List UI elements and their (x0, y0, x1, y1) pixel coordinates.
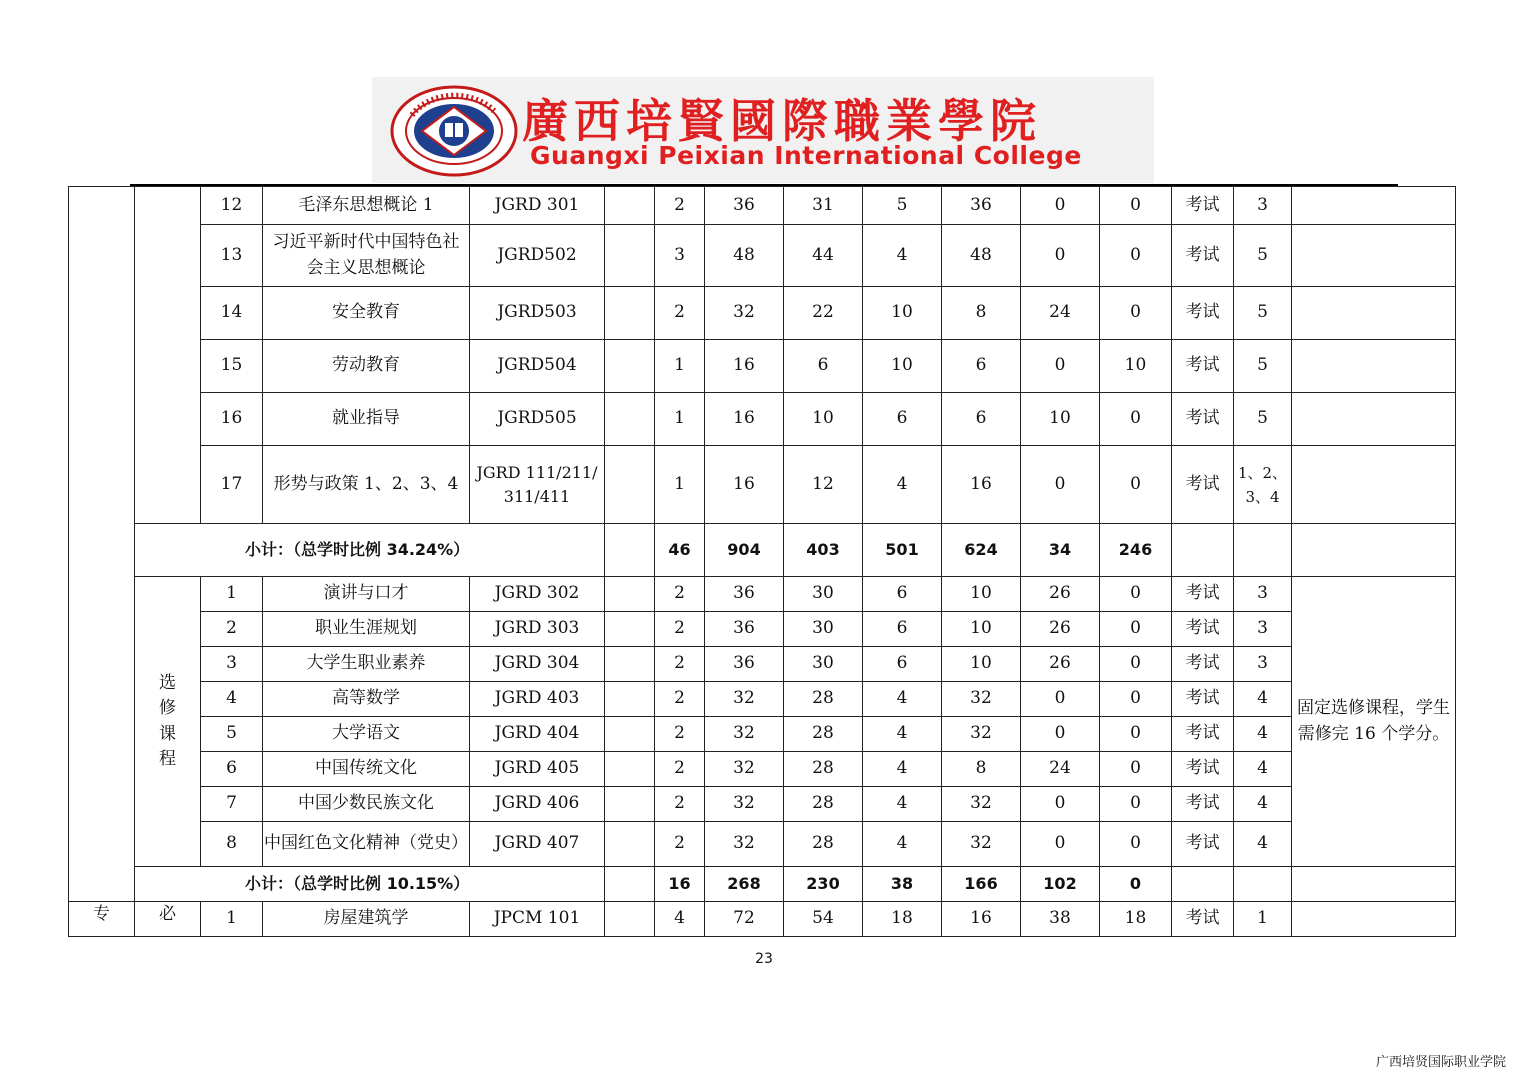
term: 4 (1234, 822, 1292, 867)
hours-col-2: 24 (1021, 752, 1100, 787)
hours-col-1: 6 (942, 393, 1021, 446)
exam-type: 考试 (1172, 612, 1234, 647)
course-code: JGRD 303 (470, 612, 605, 647)
course-code: JGRD 407 (470, 822, 605, 867)
remark (1292, 287, 1456, 340)
term: 3 (1234, 647, 1292, 682)
remark (1292, 340, 1456, 393)
subtotal-label: 小计：（总学时比例 10.15%） (135, 867, 605, 902)
term: 4 (1234, 787, 1292, 822)
empty-cell (605, 340, 655, 393)
course-code: JGRD 111/211/311/411 (470, 446, 605, 524)
practice-hours: 6 (863, 393, 942, 446)
course-no: 5 (201, 717, 263, 752)
hours-col-2: 0 (1021, 340, 1100, 393)
remark (1292, 446, 1456, 524)
hours-col-3: 0 (1100, 287, 1172, 340)
subtotal-row (69, 867, 1456, 902)
credits: 3 (655, 225, 705, 287)
term: 3 (1234, 612, 1292, 647)
empty-cell (605, 612, 655, 647)
hours-col-2: 10 (1021, 393, 1100, 446)
exam-type: 考试 (1172, 647, 1234, 682)
table-row (69, 902, 1456, 937)
hours-col-2: 24 (1021, 287, 1100, 340)
theory-hours: 28 (784, 682, 863, 717)
total-hours: 32 (705, 717, 784, 752)
hours-col-3: 0 (1100, 822, 1172, 867)
practice-hours: 10 (863, 287, 942, 340)
course-no: 17 (201, 446, 263, 524)
empty-cell (605, 787, 655, 822)
course-code: JGRD505 (470, 393, 605, 446)
course-no: 6 (201, 752, 263, 787)
total-hours: 36 (705, 187, 784, 225)
course-no: 12 (201, 187, 263, 225)
practice-hours: 4 (863, 682, 942, 717)
hours-col-1: 16 (942, 902, 1021, 937)
credits: 2 (655, 717, 705, 752)
theory-hours: 6 (784, 340, 863, 393)
empty-cell (605, 287, 655, 340)
college-name-english: Guangxi Peixian International College (530, 141, 1082, 170)
hours-col-1: 36 (942, 187, 1021, 225)
exam-type: 考试 (1172, 902, 1234, 937)
subcategory-cell: 必 (135, 902, 201, 937)
course-name: 就业指导 (263, 393, 470, 446)
term: 4 (1234, 717, 1292, 752)
hours-col-2: 26 (1021, 577, 1100, 612)
term: 3 (1234, 187, 1292, 225)
hours-col-1: 8 (942, 287, 1021, 340)
course-code: JGRD503 (470, 287, 605, 340)
credits: 2 (655, 612, 705, 647)
course-name: 演讲与口才 (263, 577, 470, 612)
elective-char: 选 (159, 672, 176, 693)
elective-char: 修 (159, 698, 176, 718)
course-name: 中国少数民族文化 (263, 787, 470, 822)
subtotal-h1: 624 (942, 524, 1021, 577)
table-row (69, 340, 1456, 393)
credits: 2 (655, 577, 705, 612)
empty-cell (605, 902, 655, 937)
subtotal-practice: 38 (863, 867, 942, 902)
total-hours: 72 (705, 902, 784, 937)
empty-cell (605, 225, 655, 287)
total-hours: 32 (705, 682, 784, 717)
empty-cell (605, 867, 655, 902)
empty-cell (605, 647, 655, 682)
empty-cell (605, 446, 655, 524)
credits: 2 (655, 682, 705, 717)
course-name: 劳动教育 (263, 340, 470, 393)
course-no: 3 (201, 647, 263, 682)
practice-hours: 6 (863, 577, 942, 612)
practice-hours: 5 (863, 187, 942, 225)
hours-col-3: 10 (1100, 340, 1172, 393)
hours-col-2: 0 (1021, 187, 1100, 225)
term: 5 (1234, 340, 1292, 393)
exam-type: 考试 (1172, 225, 1234, 287)
subtotal-hours: 904 (705, 524, 784, 577)
hours-col-3: 0 (1100, 717, 1172, 752)
hours-col-2: 26 (1021, 612, 1100, 647)
theory-hours: 30 (784, 612, 863, 647)
table-row (69, 187, 1456, 225)
credits: 2 (655, 287, 705, 340)
credits: 2 (655, 822, 705, 867)
hours-col-1: 16 (942, 446, 1021, 524)
hours-col-2: 38 (1021, 902, 1100, 937)
subtotal-h2: 34 (1021, 524, 1100, 577)
empty-cell (1172, 867, 1234, 902)
empty-cell (605, 393, 655, 446)
theory-hours: 22 (784, 287, 863, 340)
empty-cell (1292, 867, 1456, 902)
course-code: JGRD 301 (470, 187, 605, 225)
subtotal-theory: 230 (784, 867, 863, 902)
total-hours: 16 (705, 393, 784, 446)
course-code: JGRD 404 (470, 717, 605, 752)
empty-cell (605, 752, 655, 787)
table-row (69, 577, 1456, 612)
hours-col-3: 0 (1100, 577, 1172, 612)
practice-hours: 4 (863, 822, 942, 867)
hours-col-3: 0 (1100, 752, 1172, 787)
subcategory-cell (135, 187, 201, 524)
course-no: 1 (201, 577, 263, 612)
empty-cell (1292, 524, 1456, 577)
subtotal-label: 小计：（总学时比例 34.24%） (135, 524, 605, 577)
table-row (69, 225, 1456, 287)
curriculum-table (68, 186, 1456, 937)
practice-hours: 4 (863, 752, 942, 787)
theory-hours: 31 (784, 187, 863, 225)
theory-hours: 28 (784, 717, 863, 752)
table-row (69, 682, 1456, 717)
exam-type: 考试 (1172, 787, 1234, 822)
practice-hours: 10 (863, 340, 942, 393)
empty-cell (605, 822, 655, 867)
theory-hours: 30 (784, 577, 863, 612)
empty-cell (605, 717, 655, 752)
remark (1292, 393, 1456, 446)
term: 4 (1234, 752, 1292, 787)
hours-col-1: 10 (942, 577, 1021, 612)
footer-college-name: 广西培贤国际职业学院 (1375, 1055, 1506, 1070)
course-name: 职业生涯规划 (263, 612, 470, 647)
course-name: 高等数学 (263, 682, 470, 717)
course-name: 房屋建筑学 (263, 902, 470, 937)
category-cell: 专 (69, 902, 135, 937)
elective-note: 固定选修课程，学生需修完 16 个学分。 (1292, 577, 1456, 867)
hours-col-2: 0 (1021, 446, 1100, 524)
empty-cell (1234, 867, 1292, 902)
course-no: 13 (201, 225, 263, 287)
course-no: 15 (201, 340, 263, 393)
subtotal-credits: 46 (655, 524, 705, 577)
hours-col-1: 10 (942, 612, 1021, 647)
exam-type: 考试 (1172, 577, 1234, 612)
total-hours: 16 (705, 446, 784, 524)
hours-col-2: 0 (1021, 717, 1100, 752)
course-name: 毛泽东思想概论 1 (263, 187, 470, 225)
empty-cell (605, 682, 655, 717)
term: 3 (1234, 577, 1292, 612)
table-row (69, 752, 1456, 787)
credits: 1 (655, 393, 705, 446)
exam-type: 考试 (1172, 393, 1234, 446)
practice-hours: 4 (863, 787, 942, 822)
credits: 1 (655, 340, 705, 393)
total-hours: 48 (705, 225, 784, 287)
course-code: JGRD 403 (470, 682, 605, 717)
hours-col-3: 0 (1100, 393, 1172, 446)
subtotal-h3: 0 (1100, 867, 1172, 902)
exam-type: 考试 (1172, 287, 1234, 340)
practice-hours: 4 (863, 446, 942, 524)
hours-col-2: 0 (1021, 225, 1100, 287)
table-row (69, 287, 1456, 340)
theory-hours: 10 (784, 393, 863, 446)
subtotal-h1: 166 (942, 867, 1021, 902)
hours-col-1: 48 (942, 225, 1021, 287)
credits: 4 (655, 902, 705, 937)
table-row (69, 393, 1456, 446)
hours-col-3: 0 (1100, 612, 1172, 647)
subtotal-credits: 16 (655, 867, 705, 902)
elective-group-label (135, 577, 201, 867)
practice-hours: 4 (863, 225, 942, 287)
exam-type: 考试 (1172, 822, 1234, 867)
exam-type: 考试 (1172, 340, 1234, 393)
subtotal-hours: 268 (705, 867, 784, 902)
course-name: 安全教育 (263, 287, 470, 340)
college-name-chinese: 廣西培賢國際職業學院 (522, 94, 1042, 148)
term: 5 (1234, 393, 1292, 446)
subtotal-theory: 403 (784, 524, 863, 577)
exam-type: 考试 (1172, 682, 1234, 717)
theory-hours: 28 (784, 822, 863, 867)
course-code: JGRD504 (470, 340, 605, 393)
table-row (69, 446, 1456, 524)
college-banner (372, 77, 1154, 183)
remark (1292, 225, 1456, 287)
hours-col-3: 0 (1100, 787, 1172, 822)
credits: 2 (655, 787, 705, 822)
hours-col-1: 32 (942, 717, 1021, 752)
theory-hours: 12 (784, 446, 863, 524)
term: 4 (1234, 682, 1292, 717)
total-hours: 16 (705, 340, 784, 393)
hours-col-1: 10 (942, 647, 1021, 682)
term: 5 (1234, 287, 1292, 340)
subtotal-practice: 501 (863, 524, 942, 577)
theory-hours: 28 (784, 787, 863, 822)
course-name: 中国传统文化 (263, 752, 470, 787)
course-code: JGRD502 (470, 225, 605, 287)
course-no: 4 (201, 682, 263, 717)
term: 1、2、3、4 (1234, 446, 1292, 524)
term: 5 (1234, 225, 1292, 287)
hours-col-2: 0 (1021, 787, 1100, 822)
table-row (69, 647, 1456, 682)
table-row (69, 612, 1456, 647)
credits: 2 (655, 752, 705, 787)
total-hours: 32 (705, 787, 784, 822)
course-name: 形势与政策 1、2、3、4 (263, 446, 470, 524)
course-name: 大学生职业素养 (263, 647, 470, 682)
course-code: JGRD 406 (470, 787, 605, 822)
hours-col-1: 32 (942, 682, 1021, 717)
subtotal-h2: 102 (1021, 867, 1100, 902)
empty-cell (1172, 524, 1234, 577)
category-cell (69, 187, 135, 902)
exam-type: 考试 (1172, 446, 1234, 524)
course-no: 7 (201, 787, 263, 822)
theory-hours: 44 (784, 225, 863, 287)
hours-col-2: 0 (1021, 822, 1100, 867)
hours-col-1: 8 (942, 752, 1021, 787)
hours-col-1: 6 (942, 340, 1021, 393)
practice-hours: 6 (863, 647, 942, 682)
page-number: 23 (755, 951, 773, 967)
table-row (69, 822, 1456, 867)
remark (1292, 187, 1456, 225)
course-code: JGRD 405 (470, 752, 605, 787)
hours-col-3: 0 (1100, 647, 1172, 682)
subtotal-h3: 246 (1100, 524, 1172, 577)
credits: 1 (655, 446, 705, 524)
total-hours: 32 (705, 752, 784, 787)
course-no: 2 (201, 612, 263, 647)
total-hours: 32 (705, 822, 784, 867)
term: 1 (1234, 902, 1292, 937)
exam-type: 考试 (1172, 752, 1234, 787)
course-code: JPCM 101 (470, 902, 605, 937)
course-name: 大学语文 (263, 717, 470, 752)
total-hours: 36 (705, 577, 784, 612)
empty-cell (605, 187, 655, 225)
course-no: 1 (201, 902, 263, 937)
course-no: 14 (201, 287, 263, 340)
course-code: JGRD 302 (470, 577, 605, 612)
table-row (69, 717, 1456, 752)
total-hours: 36 (705, 647, 784, 682)
hours-col-3: 0 (1100, 446, 1172, 524)
exam-type: 考试 (1172, 187, 1234, 225)
course-name: 中国红色文化精神（党史） (263, 822, 470, 867)
credits: 2 (655, 187, 705, 225)
total-hours: 32 (705, 287, 784, 340)
practice-hours: 6 (863, 612, 942, 647)
hours-col-2: 0 (1021, 682, 1100, 717)
hours-col-1: 32 (942, 822, 1021, 867)
empty-cell (605, 524, 655, 577)
course-code: JGRD 304 (470, 647, 605, 682)
subtotal-row (69, 524, 1456, 577)
theory-hours: 28 (784, 752, 863, 787)
theory-hours: 54 (784, 902, 863, 937)
course-no: 16 (201, 393, 263, 446)
theory-hours: 30 (784, 647, 863, 682)
total-hours: 36 (705, 612, 784, 647)
exam-type: 考试 (1172, 717, 1234, 752)
college-seal-logo (390, 85, 518, 177)
course-name: 习近平新时代中国特色社会主义思想概论 (263, 225, 470, 287)
elective-char: 课 (159, 723, 176, 744)
empty-cell (1234, 524, 1292, 577)
hours-col-3: 18 (1100, 902, 1172, 937)
remark (1292, 902, 1456, 937)
course-no: 8 (201, 822, 263, 867)
practice-hours: 4 (863, 717, 942, 752)
hours-col-2: 26 (1021, 647, 1100, 682)
hours-col-3: 0 (1100, 225, 1172, 287)
hours-col-3: 0 (1100, 187, 1172, 225)
empty-cell (605, 577, 655, 612)
table-row (69, 787, 1456, 822)
elective-char: 程 (159, 749, 176, 769)
practice-hours: 18 (863, 902, 942, 937)
hours-col-1: 32 (942, 787, 1021, 822)
hours-col-3: 0 (1100, 682, 1172, 717)
credits: 2 (655, 647, 705, 682)
